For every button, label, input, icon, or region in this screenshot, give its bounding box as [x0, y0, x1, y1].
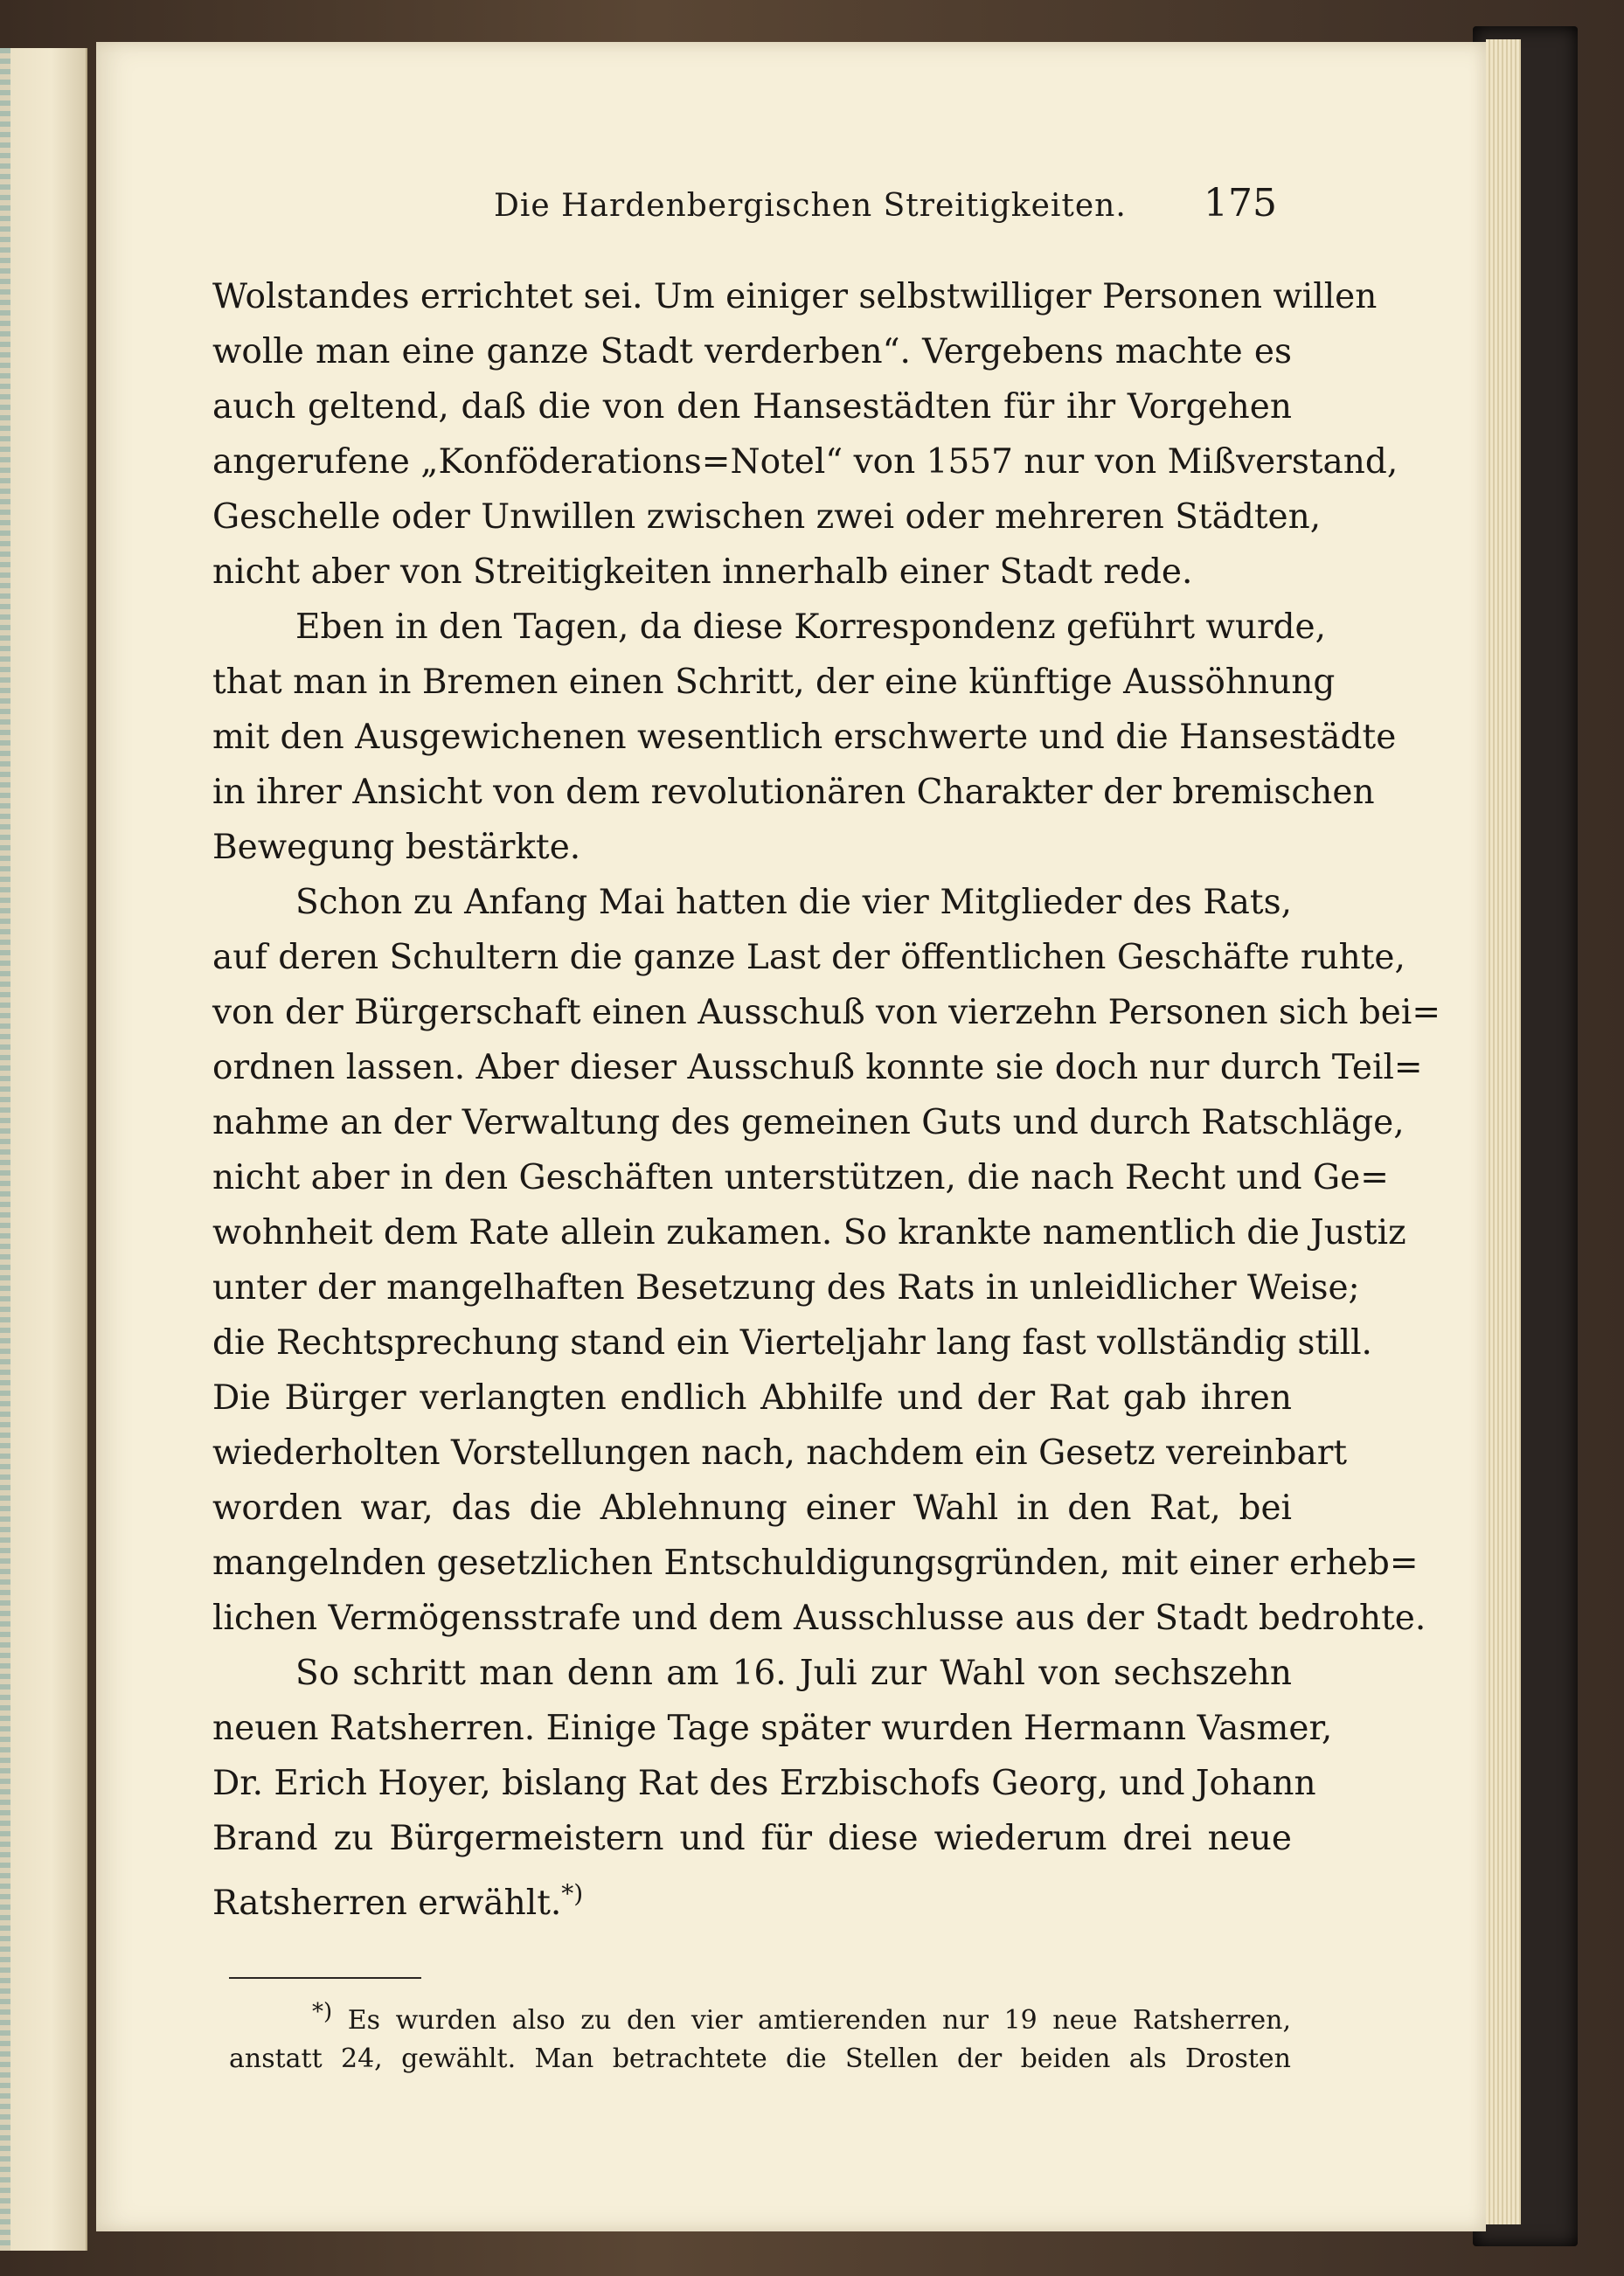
text-line: mangelnden gesetzlichen Entschuldigungsgründen, mit einer erheb=: [212, 1544, 1419, 1583]
text-line: auch geltend, daß die von den Hansestädten für ihr Vorgehen: [212, 387, 1292, 427]
text-line: Brand zu Bürgermeistern und für diese wiederum drei neue: [212, 1819, 1292, 1858]
text-line: wiederholten Vorstellungen nach, nachdem ein Gesetz vereinbart: [212, 1433, 1348, 1473]
text-line: wolle man eine ganze Stadt verderben“. Vergebens machte es: [212, 332, 1292, 371]
footnote: [229, 1988, 1291, 2083]
text-line: in ihrer Ansicht von dem revolutionären Charakter der bremischen: [212, 773, 1375, 812]
text-line: nahme an der Verwaltung des gemeinen Guts und durch Ratschläge,: [212, 1103, 1405, 1142]
footnote-line: [229, 1988, 1291, 2036]
text-line: von der Bürgerschaft einen Ausschuß von vierzehn Personen sich bei=: [212, 993, 1441, 1032]
text-line-last: [212, 1866, 1292, 1921]
footnote-text: Es wurden also zu den vier amtierenden nur 19 neue Ratsherren,: [347, 2005, 1291, 2036]
running-title: Die Hardenbergischen Streitigkeiten.: [494, 188, 1127, 224]
text-line: Eben in den Tagen, da diese Korrespondenz geführt wurde,: [295, 607, 1327, 647]
footnote-divider: [229, 1977, 421, 1979]
text-line: angerufene „Konföderations=Notel“ von 1557 nur von Mißverstand,: [212, 442, 1398, 482]
text-line: nicht aber in den Geschäften unterstützen, die nach Recht und Ge=: [212, 1158, 1389, 1197]
footnote-line: anstatt 24, gewählt. Man betrachtete die Stellen der beiden als Drosten: [229, 2044, 1291, 2074]
text-line: worden war, das die Ablehnung einer Wahl in den Rat, bei: [212, 1488, 1292, 1528]
text-line: neuen Ratsherren. Einige Tage später wurden Hermann Vasmer,: [212, 1709, 1333, 1748]
text-line: ordnen lassen. Aber dieser Ausschuß konnte sie doch nur durch Teil=: [212, 1048, 1423, 1087]
page-header: [398, 170, 1277, 232]
text-line: that man in Bremen einen Schritt, der eine künftige Aussöhnung: [212, 663, 1336, 702]
text-line: Ratsherren erwählt.: [212, 1884, 562, 1923]
text-line: Die Bürger verlangten endlich Abhilfe und der Rat gab ihren: [212, 1378, 1292, 1418]
text-line: Dr. Erich Hoyer, bislang Rat des Erzbischofs Georg, und Johann: [212, 1764, 1316, 1803]
body-text: [212, 269, 1441, 1923]
text-line: lichen Vermögensstrafe und dem Ausschlusse aus der Stadt bedrohte.: [212, 1599, 1426, 1638]
previous-page-edge: [0, 48, 87, 2251]
text-line: mit den Ausgewichenen wesentlich erschwerte und die Hansestädte: [212, 718, 1397, 757]
page-block-edge: [1486, 39, 1521, 2224]
page-number: 175: [1204, 181, 1277, 226]
text-line: Geschelle oder Unwillen zwischen zwei oder mehreren Städten,: [212, 497, 1322, 537]
footnote-reference: *): [561, 1879, 584, 1908]
text-line: nicht aber von Streitigkeiten innerhalb einer Stadt rede.: [212, 552, 1193, 592]
text-line: Wolstandes errichtet sei. Um einiger selbstwilliger Personen willen: [212, 277, 1378, 316]
text-line: auf deren Schultern die ganze Last der öffentlichen Geschäfte ruhte,: [212, 938, 1405, 977]
footnote-marker: *): [312, 1999, 333, 2025]
text-line: So schritt man denn am 16. Juli zur Wahl von sechszehn: [295, 1654, 1292, 1693]
text-line: Schon zu Anfang Mai hatten die vier Mitglieder des Rats,: [295, 883, 1292, 922]
text-line: Bewegung bestärkte.: [212, 828, 581, 867]
text-line: die Rechtsprechung stand ein Vierteljahr lang fast vollständig still.: [212, 1323, 1372, 1363]
text-line: unter der mangelhaften Besetzung des Rats in unleidlicher Weise;: [212, 1268, 1360, 1308]
text-line: wohnheit dem Rate allein zukamen. So krankte namentlich die Justiz: [212, 1213, 1406, 1252]
